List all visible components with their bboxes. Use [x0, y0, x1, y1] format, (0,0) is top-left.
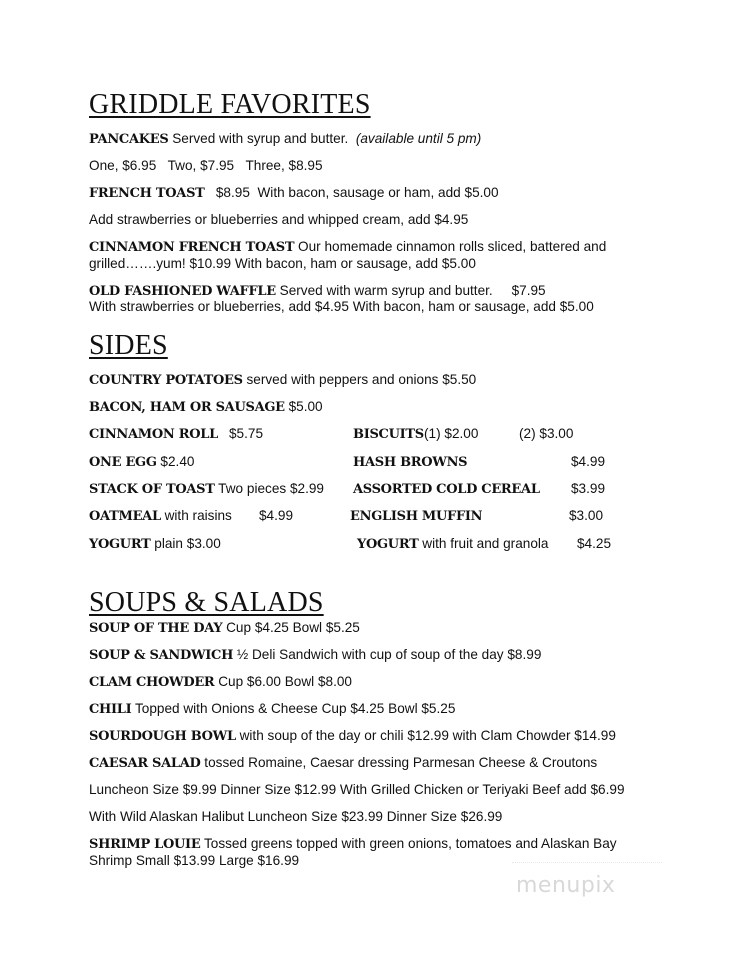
chili-item: [89, 701, 455, 718]
clam-chowder-item: [89, 674, 352, 691]
soup-sandwich-name: SOUP & SANDWICH: [89, 648, 234, 663]
yogurt-fruit-name: YOGURT: [357, 537, 419, 552]
french-toast-extra: Add strawberries or blueberries and whipped cream, add $4.95: [89, 212, 469, 227]
bacon-item: [89, 399, 323, 416]
shrimp-louie-desc: Tossed greens topped with green onions, tomatoes and Alaskan Bay: [200, 836, 617, 851]
shrimp-louie-line2: Shrimp Small $13.99 Large $16.99: [89, 853, 300, 868]
sourdough-item: [89, 728, 616, 745]
watermark-divider: [512, 862, 662, 865]
oatmeal-item: [89, 508, 232, 525]
yogurt-plain-desc: plain $3.00: [150, 536, 221, 551]
bacon-name: BACON, HAM OR SAUSAGE: [89, 400, 285, 415]
waffle-line2: With strawberries or blueberries, add $4.95 With bacon, ham or sausage, add $5.00: [89, 299, 594, 314]
pancake-prices: [89, 158, 323, 174]
pancakes-name: PANCAKES: [89, 132, 169, 147]
griddle-heading: GRIDDLE FAVORITES: [89, 89, 371, 120]
waffle-price: $7.95: [511, 283, 546, 298]
sourdough-name: SOURDOUGH BOWL: [89, 729, 236, 744]
yogurt-plain-item: [89, 536, 221, 553]
shrimp-louie-name: SHRIMP LOUIE: [89, 837, 201, 852]
country-potatoes-name: COUNTRY POTATOES: [89, 373, 243, 388]
cereal-name: ASSORTED COLD CEREAL: [353, 482, 540, 497]
hash-browns-item: [353, 454, 467, 471]
sides-heading: SIDES: [89, 330, 168, 361]
toast-desc: Two pieces $2.99: [214, 481, 324, 496]
toast-name: STACK OF TOAST: [89, 482, 215, 497]
oatmeal-name: OATMEAL: [89, 509, 161, 524]
biscuits-item: [353, 426, 424, 443]
country-potatoes-desc: served with peppers and onions $5.50: [242, 372, 477, 387]
cinnamon-french-toast-desc: Our homemade cinnamon rolls sliced, battered and: [294, 239, 607, 254]
cinnamon-french-toast-line2: grilled…….yum! $10.99 With bacon, ham or sausage, add $5.00: [89, 256, 476, 271]
soup-sandwich-item: [89, 647, 541, 664]
waffle-desc: Served with warm syrup and butter.: [275, 283, 493, 298]
yogurt-plain-name: YOGURT: [89, 537, 151, 552]
cinnamon-roll-item: [89, 426, 218, 443]
cereal-item: [353, 481, 540, 498]
toast-item: [89, 481, 324, 498]
soups-heading: SOUPS & SALADS: [89, 587, 324, 618]
pancakes-note: (available until 5 pm): [355, 131, 482, 146]
cinnamon-french-toast-name: CINNAMON FRENCH TOAST: [89, 240, 295, 255]
soup-of-day-item: [89, 620, 360, 637]
biscuits-price-one: (1) $2.00: [424, 426, 479, 441]
oatmeal-desc: with raisins: [160, 508, 232, 523]
muffin-price: $3.00: [569, 508, 604, 523]
french-toast-addon: With bacon, sausage or ham, add $5.00: [257, 185, 499, 200]
yogurt-fruit-desc: with fruit and granola: [418, 536, 549, 551]
biscuits-name: BISCUITS: [353, 427, 424, 442]
sourdough-desc: with soup of the day or chili $12.99 with Clam Chowder $14.99: [235, 728, 616, 743]
clam-chowder-desc: Cup $6.00 Bowl $8.00: [214, 674, 352, 689]
pancake-price-one: One, $6.95: [89, 158, 157, 173]
pancakes-item: [89, 131, 481, 148]
cereal-price: $3.99: [571, 481, 606, 496]
muffin-item: [350, 508, 482, 525]
country-potatoes-item: [89, 372, 476, 389]
cinnamon-roll-price: $5.75: [229, 426, 264, 441]
caesar-desc: tossed Romaine, Caesar dressing Parmesan Cheese & Croutons: [200, 755, 598, 770]
cinnamon-french-toast-item: [89, 239, 606, 256]
biscuits-price-two: (2) $3.00: [519, 426, 574, 441]
french-toast-name: FRENCH TOAST: [89, 186, 205, 201]
chili-name: CHILI: [89, 702, 132, 717]
hash-browns-price: $4.99: [571, 454, 606, 469]
pancake-price-three: Three, $8.95: [245, 158, 323, 173]
clam-chowder-name: CLAM CHOWDER: [89, 675, 215, 690]
yogurt-fruit-price: $4.25: [577, 536, 612, 551]
soup-of-day-desc: Cup $4.25 Bowl $5.25: [222, 620, 360, 635]
yogurt-fruit-item: [357, 536, 548, 553]
french-toast-price: $8.95: [215, 185, 250, 200]
caesar-halibut: With Wild Alaskan Halibut Luncheon Size $23.99 Dinner Size $26.99: [89, 809, 503, 824]
caesar-sizes: Luncheon Size $9.99 Dinner Size $12.99 With Grilled Chicken or Teriyaki Beef add $6.99: [89, 782, 625, 797]
french-toast-item: [89, 185, 499, 202]
cinnamon-roll-name: CINNAMON ROLL: [89, 427, 218, 442]
menupix-watermark: menupix: [516, 873, 616, 898]
caesar-name: CAESAR SALAD: [89, 756, 201, 771]
one-egg-price: $2.40: [156, 454, 195, 469]
soup-of-day-name: SOUP OF THE DAY: [89, 621, 223, 636]
oatmeal-price: $4.99: [259, 508, 294, 523]
waffle-name: OLD FASHIONED WAFFLE: [89, 284, 276, 299]
chili-desc: Topped with Onions & Cheese Cup $4.25 Bowl $5.25: [131, 701, 456, 716]
waffle-item: [89, 283, 546, 300]
one-egg-name: ONE EGG: [89, 455, 157, 470]
pancake-price-two: Two, $7.95: [167, 158, 235, 173]
caesar-item: [89, 755, 597, 772]
muffin-name: ENGLISH MUFFIN: [350, 509, 483, 524]
bacon-price: $5.00: [284, 399, 323, 414]
pancakes-desc: Served with syrup and butter.: [168, 131, 349, 146]
hash-browns-name: HASH BROWNS: [353, 455, 468, 470]
shrimp-louie-item: [89, 836, 617, 853]
one-egg-item: [89, 454, 194, 471]
soup-sandwich-desc: ½ Deli Sandwich with cup of soup of the day $8.99: [233, 647, 542, 662]
